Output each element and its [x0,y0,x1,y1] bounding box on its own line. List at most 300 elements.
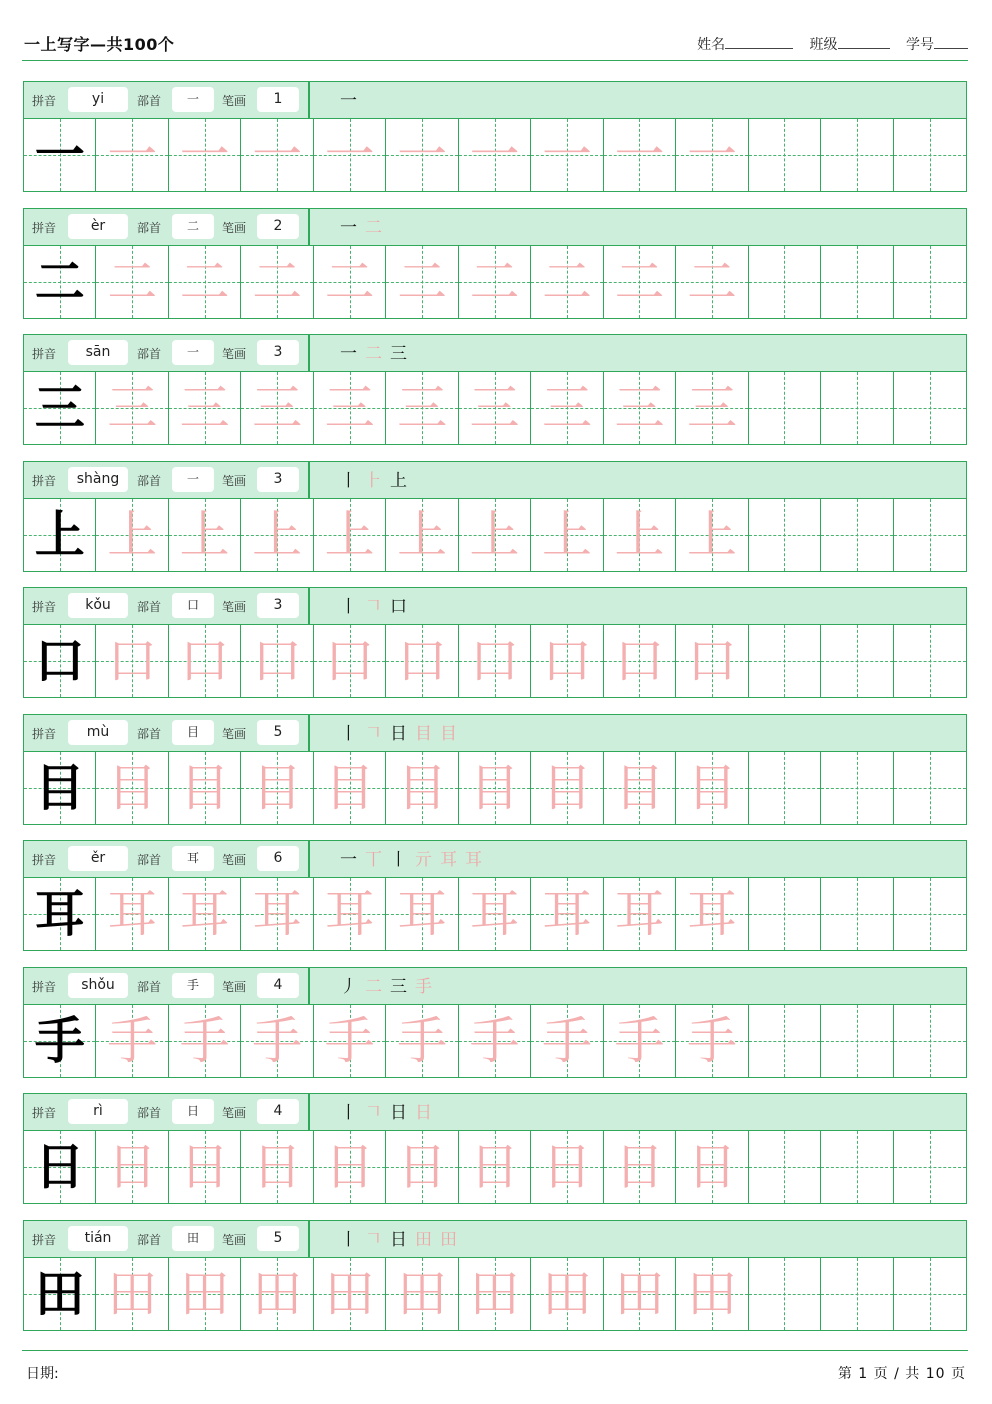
writing-cell[interactable] [894,1005,966,1077]
grid-guide-horizontal [749,535,820,536]
worksheet-title: 一上写字—共100个 [24,35,175,54]
model-character: 目 [34,757,85,817]
writing-cell[interactable] [386,1258,458,1330]
character-info-bar [23,334,967,372]
stroke-count-value: 2 [257,214,299,239]
writing-cell[interactable] [24,1131,96,1203]
radical-value: 二 [172,214,214,239]
stroke-step: 三 [390,344,407,364]
stroke-step: 日 [390,723,407,744]
stroke-step: 丨 [340,1229,357,1250]
info-divider [308,82,310,118]
pinyin-value: sān [68,340,128,365]
writing-cell[interactable] [531,752,603,824]
stroke-step: 一 [340,850,357,870]
writing-cell[interactable] [894,752,966,824]
trace-character: 田 [614,1264,665,1323]
stroke-step: 口 [390,597,407,617]
writing-cell[interactable] [169,499,241,571]
writing-cell[interactable] [96,246,168,318]
trace-character: 手 [614,1011,665,1070]
writing-cell[interactable] [314,499,386,571]
stroke-step: 丨 [340,723,357,744]
writing-cell[interactable] [241,878,313,950]
trace-character: 目 [179,758,230,817]
trace-character: 田 [397,1264,448,1323]
writing-cell[interactable] [894,499,966,571]
writing-cell[interactable] [604,372,676,444]
trace-character: 一 [179,126,230,184]
trace-character: 手 [542,1011,593,1070]
writing-cell[interactable] [96,499,168,571]
page-indicator: 第 1 页 / 共 10 页 [837,1366,966,1382]
stroke-count-value: 3 [257,340,299,365]
writing-cell[interactable] [169,878,241,950]
stroke-step: 亓 [415,850,432,870]
trace-character: 日 [324,1138,375,1196]
pinyin-value: rì [68,1099,128,1124]
radical-label: 部首 [137,473,162,488]
writing-cell[interactable] [531,372,603,444]
writing-cell[interactable] [241,752,313,824]
trace-character: 一 [324,126,375,184]
grid-guide-horizontal [894,408,966,409]
radical-label: 部首 [137,979,162,994]
stroke-count-value: 5 [257,720,299,745]
radical-label: 部首 [137,1106,162,1120]
grid-guide-horizontal [749,1167,820,1168]
writing-cell[interactable] [676,1131,748,1203]
writing-cell[interactable] [314,372,386,444]
writing-cell[interactable] [604,1131,676,1203]
writing-cell[interactable] [96,372,168,444]
grid-guide-horizontal [821,914,892,915]
writing-cell[interactable] [386,1131,458,1203]
writing-cell[interactable] [241,499,313,571]
writing-cell[interactable] [676,246,748,318]
trace-character: 口 [614,632,665,690]
model-character: 田 [34,1263,85,1323]
writing-cell[interactable] [96,1131,168,1203]
writing-cell[interactable] [531,499,603,571]
writing-grid [23,372,967,445]
stroke-step: 二 [365,976,382,997]
trace-character: 口 [686,632,737,690]
stroke-step: 丨 [340,470,357,491]
grid-guide-horizontal [821,1041,892,1042]
stroke-step: 手 [415,976,432,997]
writing-grid [23,1258,967,1331]
writing-cell[interactable] [749,1131,821,1203]
trace-character: 耳 [107,885,158,943]
model-character: 三 [34,378,85,437]
writing-cell[interactable] [749,625,821,697]
writing-cell[interactable] [531,625,603,697]
pinyin-label: 拼音 [32,94,57,108]
trace-character: 三 [397,379,448,437]
stroke-step: 田 [415,1229,432,1250]
grid-guide-horizontal [894,914,966,915]
writing-cell[interactable] [604,1258,676,1330]
writing-cell[interactable] [386,119,458,191]
stroke-step: 𠃍 [365,723,382,744]
writing-cell[interactable] [821,878,893,950]
radical-label: 部首 [137,220,162,235]
writing-cell[interactable] [749,499,821,571]
writing-cell[interactable] [749,752,821,824]
writing-cell[interactable] [314,119,386,191]
writing-cell[interactable] [169,1005,241,1077]
stroke-order [340,845,490,873]
writing-cell[interactable] [676,752,748,824]
radical-value: 手 [172,973,214,998]
writing-cell[interactable] [169,625,241,697]
stroke-step: 目 [415,723,432,744]
writing-cell[interactable] [241,1131,313,1203]
trace-character: 田 [469,1264,520,1323]
writing-cell[interactable] [531,1005,603,1077]
grid-guide-horizontal [894,661,966,662]
page-header [22,30,968,61]
writing-cell[interactable] [821,625,893,697]
trace-character: 耳 [324,885,375,943]
trace-character: 日 [252,1138,303,1196]
writing-cell[interactable] [894,119,966,191]
name-label: 姓名 [697,37,726,53]
trace-character: 三 [469,379,520,437]
writing-cell[interactable] [386,246,458,318]
writing-cell[interactable] [96,752,168,824]
stroke-count-value: 6 [257,846,299,871]
writing-cell[interactable] [386,878,458,950]
info-divider [308,588,310,624]
trace-character: 口 [542,632,593,690]
writing-cell[interactable] [604,878,676,950]
character-block [23,334,967,446]
writing-cell[interactable] [531,246,603,318]
number-label: 学号 [906,37,934,53]
writing-cell[interactable] [749,1005,821,1077]
trace-character: 口 [469,632,520,690]
writing-cell[interactable] [24,1258,96,1330]
trace-character: 手 [686,1011,737,1070]
stroke-count-value: 4 [257,1099,299,1124]
trace-character: 手 [397,1011,448,1070]
trace-character: 一 [397,126,448,184]
writing-cell[interactable] [241,372,313,444]
trace-character: 一 [686,126,737,184]
stroke-step: ⺊ [365,470,382,491]
writing-cell[interactable] [169,752,241,824]
character-block [23,81,967,193]
stroke-count-value: 4 [257,973,299,998]
writing-cell[interactable] [24,752,96,824]
writing-cell[interactable] [24,372,96,444]
trace-character: 日 [107,1138,158,1196]
stroke-order [340,592,415,620]
stroke-step: 田 [440,1229,457,1250]
writing-cell[interactable] [821,752,893,824]
writing-cell[interactable] [459,246,531,318]
stroke-step: 日 [390,1229,407,1250]
pinyin-label: 拼音 [32,347,57,361]
trace-character: 目 [107,758,158,817]
radical-label: 部首 [137,853,162,867]
radical-label: 部首 [137,600,162,614]
trace-character: 一 [252,126,303,184]
writing-cell[interactable] [531,1258,603,1330]
stroke-count-label: 笔画 [222,853,247,867]
writing-grid [23,1131,967,1204]
writing-cell[interactable] [314,1131,386,1203]
writing-cell[interactable] [894,372,966,444]
writing-cell[interactable] [386,499,458,571]
writing-cell[interactable] [604,1005,676,1077]
model-character: 手 [34,1010,85,1070]
writing-cell[interactable] [96,625,168,697]
trace-character: 日 [686,1138,737,1196]
grid-guide-horizontal [894,1294,966,1295]
pinyin-label: 拼音 [32,600,57,614]
writing-cell[interactable] [821,372,893,444]
writing-cell[interactable] [749,1258,821,1330]
writing-cell[interactable] [894,878,966,950]
stroke-count-value: 1 [257,87,299,112]
writing-cell[interactable] [24,246,96,318]
radical-value: 耳 [172,846,214,871]
writing-cell[interactable] [314,246,386,318]
stroke-count-label: 笔画 [222,726,247,741]
trace-character: 目 [397,758,448,817]
writing-cell[interactable] [241,1005,313,1077]
pinyin-value: shàng [68,467,128,492]
character-info-bar [23,1220,967,1258]
writing-cell[interactable] [386,752,458,824]
writing-cell[interactable] [821,1131,893,1203]
writing-cell[interactable] [676,372,748,444]
trace-character: 一 [614,126,665,184]
stroke-step: 𠃍 [365,1229,382,1250]
pinyin-value: shǒu [68,973,128,998]
grid-guide-horizontal [894,788,966,789]
trace-character: 手 [324,1011,375,1070]
writing-cell[interactable] [459,119,531,191]
trace-character: 田 [542,1264,593,1323]
writing-cell[interactable] [314,878,386,950]
info-divider [308,1094,310,1130]
writing-cell[interactable] [676,119,748,191]
writing-grid [23,499,967,572]
grid-guide-horizontal [821,282,892,283]
stroke-step: 日 [415,1103,432,1123]
trace-character: 三 [542,379,593,437]
trace-character: 耳 [542,885,593,943]
stroke-step: 日 [390,1103,407,1123]
info-divider [308,335,310,371]
writing-cell[interactable] [459,1005,531,1077]
stroke-count-label: 笔画 [222,600,247,614]
writing-cell[interactable] [604,119,676,191]
trace-character: 上 [324,505,375,564]
page-footer [22,1350,968,1391]
character-info-bar [23,840,967,878]
stroke-step: 丨 [340,1103,357,1123]
writing-cell[interactable] [604,752,676,824]
writing-cell[interactable] [24,878,96,950]
writing-cell[interactable] [894,1131,966,1203]
writing-cell[interactable] [241,119,313,191]
writing-grid [23,246,967,319]
trace-character: 二 [107,252,158,311]
writing-cell[interactable] [24,625,96,697]
trace-character: 二 [179,252,230,311]
writing-cell[interactable] [821,246,893,318]
writing-cell[interactable] [459,1258,531,1330]
writing-cell[interactable] [96,1005,168,1077]
character-info-bar [23,81,967,119]
writing-cell[interactable] [894,246,966,318]
writing-cell[interactable] [24,1005,96,1077]
trace-character: 上 [397,505,448,564]
trace-character: 手 [179,1011,230,1070]
writing-cell[interactable] [386,372,458,444]
trace-character: 口 [179,632,230,690]
date-label: 日期: [26,1366,59,1382]
number-field[interactable] [934,34,968,49]
stroke-step: 三 [390,976,407,997]
writing-cell[interactable] [676,499,748,571]
writing-cell[interactable] [314,1258,386,1330]
character-block [23,587,967,699]
writing-cell[interactable] [676,625,748,697]
stroke-step: 一 [340,217,357,238]
info-divider [308,209,310,245]
writing-cell[interactable] [894,625,966,697]
writing-cell[interactable] [459,1131,531,1203]
stroke-step: 丨 [340,597,357,617]
stroke-step: 丿 [340,976,357,997]
radical-value: 田 [172,1226,214,1251]
writing-cell[interactable] [604,499,676,571]
writing-cell[interactable] [749,878,821,950]
trace-character: 一 [469,126,520,184]
writing-cell[interactable] [169,372,241,444]
model-character: 二 [34,251,85,311]
info-divider [308,715,310,751]
grid-guide-horizontal [821,155,892,156]
grid-guide-horizontal [749,155,820,156]
trace-character: 耳 [614,885,665,943]
grid-guide-horizontal [821,661,892,662]
writing-cell[interactable] [169,119,241,191]
trace-character: 二 [469,252,520,311]
info-divider [308,968,310,1004]
trace-character: 手 [469,1011,520,1070]
writing-cell[interactable] [604,625,676,697]
writing-cell[interactable] [96,878,168,950]
pinyin-label: 拼音 [32,473,57,488]
trace-character: 口 [324,632,375,690]
writing-cell[interactable] [459,372,531,444]
model-character: 耳 [34,884,85,943]
trace-character: 二 [686,252,737,311]
writing-cell[interactable] [96,119,168,191]
writing-cell[interactable] [241,1258,313,1330]
pinyin-value: ěr [68,846,128,871]
writing-cell[interactable] [531,878,603,950]
writing-cell[interactable] [241,246,313,318]
stroke-step: 𠃍 [365,1103,382,1123]
character-block [23,840,967,952]
grid-guide-horizontal [821,408,892,409]
writing-cell[interactable] [24,119,96,191]
info-divider [308,1221,310,1257]
trace-character: 田 [107,1264,158,1323]
writing-cell[interactable] [314,1005,386,1077]
writing-cell[interactable] [169,246,241,318]
stroke-step: 一 [340,344,357,364]
writing-cell[interactable] [24,499,96,571]
writing-cell[interactable] [531,1131,603,1203]
writing-cell[interactable] [821,1005,893,1077]
grid-guide-horizontal [894,1167,966,1168]
writing-cell[interactable] [386,1005,458,1077]
writing-cell[interactable] [821,119,893,191]
writing-cell[interactable] [749,119,821,191]
writing-cell[interactable] [676,878,748,950]
grid-guide-horizontal [821,535,892,536]
writing-cell[interactable] [749,372,821,444]
writing-cell[interactable] [821,499,893,571]
writing-cell[interactable] [241,625,313,697]
trace-character: 口 [107,632,158,690]
writing-cell[interactable] [386,625,458,697]
trace-character: 一 [542,126,593,184]
grid-guide-horizontal [749,788,820,789]
writing-cell[interactable] [676,1258,748,1330]
writing-cell[interactable] [459,625,531,697]
writing-cell[interactable] [821,1258,893,1330]
stroke-step: 丨 [390,850,407,870]
trace-character: 二 [542,252,593,311]
pinyin-value: mù [68,720,128,745]
writing-cell[interactable] [459,878,531,950]
name-field[interactable] [725,34,793,49]
class-field[interactable] [838,34,890,49]
trace-character: 田 [179,1264,230,1323]
writing-cell[interactable] [169,1131,241,1203]
radical-value: 日 [172,1099,214,1124]
writing-cell[interactable] [459,499,531,571]
writing-cell[interactable] [314,752,386,824]
writing-cell[interactable] [604,246,676,318]
pinyin-label: 拼音 [32,726,57,741]
trace-character: 目 [252,758,303,817]
writing-cell[interactable] [96,1258,168,1330]
trace-character: 上 [469,505,520,564]
trace-character: 手 [252,1011,303,1070]
writing-cell[interactable] [169,1258,241,1330]
writing-cell[interactable] [459,752,531,824]
writing-cell[interactable] [894,1258,966,1330]
writing-cell[interactable] [676,1005,748,1077]
stroke-count-label: 笔画 [222,1106,247,1120]
trace-character: 口 [397,632,448,690]
writing-cell[interactable] [749,246,821,318]
writing-cell[interactable] [314,625,386,697]
character-block [23,967,967,1079]
writing-cell[interactable] [531,119,603,191]
